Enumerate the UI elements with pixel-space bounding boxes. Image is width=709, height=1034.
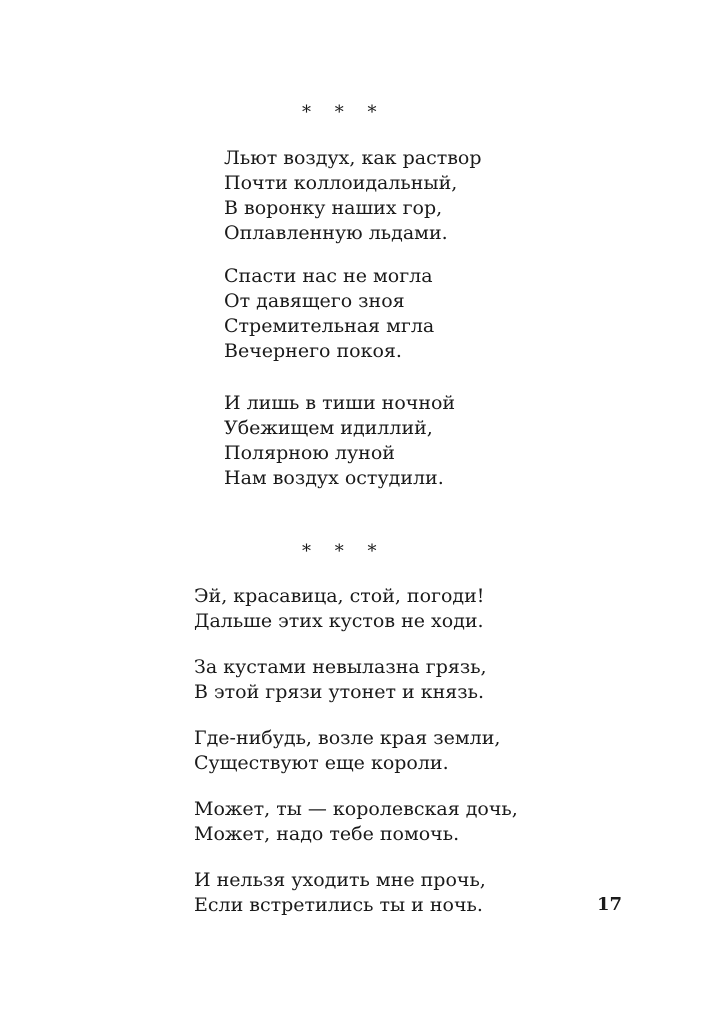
verse-line: Стремительная мгла: [224, 315, 435, 337]
poem2-stanza-3: [194, 726, 518, 776]
verse-line: Льют воздух, как раствор: [224, 147, 482, 169]
poem2-stanza-4: [194, 797, 518, 847]
verse-line: И лишь в тиши ночной: [224, 392, 456, 414]
verse-line: Почти коллоидальный,: [224, 172, 458, 194]
verse-line: Может, надо тебе помочь.: [194, 823, 460, 845]
poem1-stanza-1: [224, 146, 482, 246]
verse-line: Вечернего покоя.: [224, 340, 402, 362]
verse-line: В воронку наших гор,: [224, 197, 443, 219]
verse-line: И нельзя уходить мне прочь,: [194, 869, 486, 891]
verse-line: За кустами невылазна грязь,: [194, 656, 487, 678]
poem2: [194, 584, 518, 918]
poem1-separator: * * *: [302, 102, 386, 123]
verse-line: Если встретились ты и ночь.: [194, 894, 483, 916]
poem2-stanza-5: [194, 868, 518, 918]
poem1: [224, 146, 482, 491]
verse-line: Существуют еще короли.: [194, 752, 449, 774]
verse-line: Спасти нас не могла: [224, 265, 433, 287]
verse-line: Полярною луной: [224, 442, 395, 464]
page-number: 17: [597, 894, 623, 915]
verse-line: Убежищем идиллий,: [224, 417, 433, 439]
verse-line: Может, ты — королевская дочь,: [194, 798, 518, 820]
verse-line: Эй, красавица, стой, погоди!: [194, 585, 485, 607]
verse-line: Дальше этих кустов не ходи.: [194, 610, 484, 632]
poem1-stanza-2: [224, 264, 482, 364]
poem1-stanza-3: [224, 391, 482, 491]
poem2-separator: * * *: [302, 541, 386, 562]
verse-line: Где-нибудь, возле края земли,: [194, 727, 501, 749]
poem2-stanza-1: [194, 584, 518, 634]
verse-line: Оплавленную льдами.: [224, 222, 448, 244]
verse-line: В этой грязи утонет и князь.: [194, 681, 485, 703]
verse-line: От давящего зноя: [224, 290, 405, 312]
poem2-stanza-2: [194, 655, 518, 705]
verse-line: Нам воздух остудили.: [224, 467, 444, 489]
